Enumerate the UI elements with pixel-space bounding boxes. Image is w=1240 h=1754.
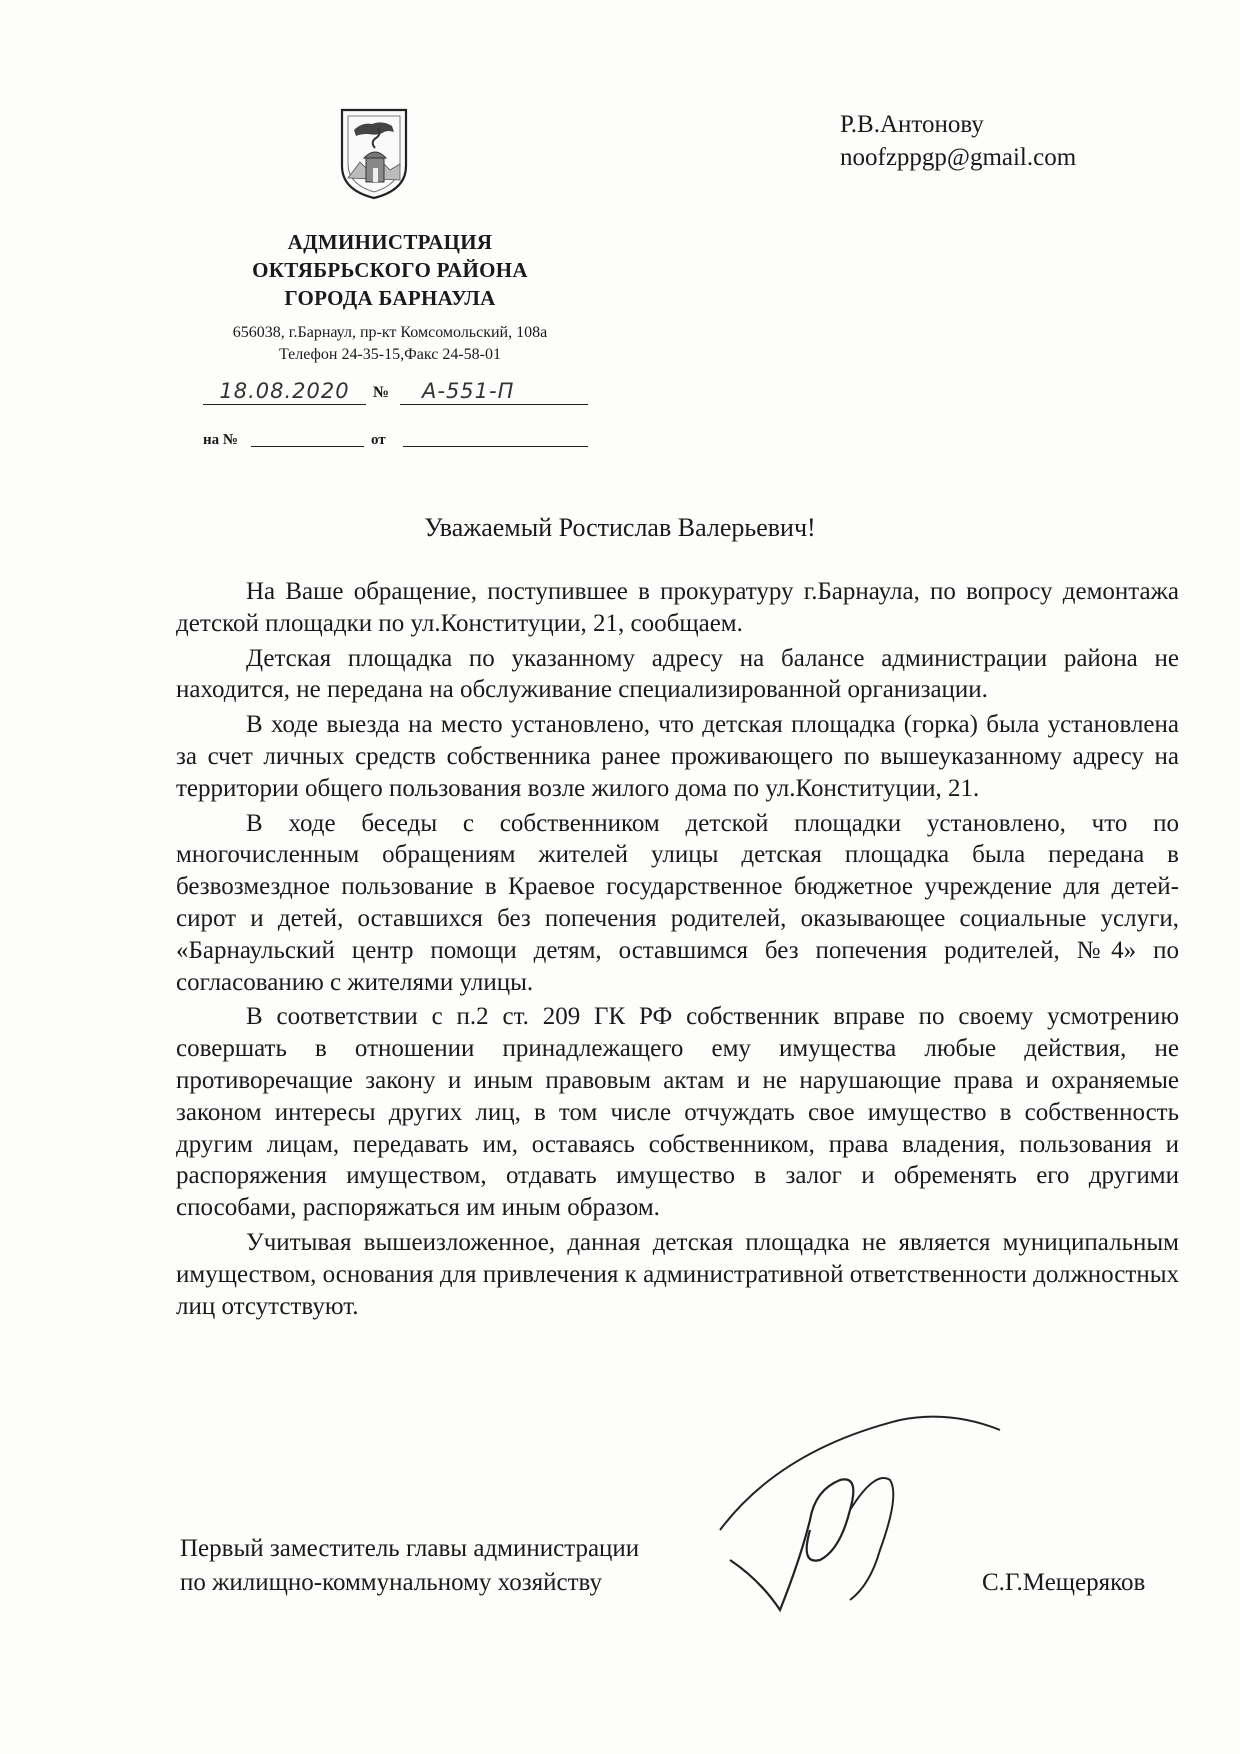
coat-of-arms-emblem — [338, 108, 410, 200]
body-paragraph: В соответствии с п.2 ст. 209 ГК РФ собственник вправе по своему усмотрению совершать в отношении принадлежащего ему имущества любые действия, не противоречащие закону и иным правовым актам и не нарушающие права и охраняемые законом интересы других лиц, в том числе отчуждать свое имущество в собственность другим лицам, передавать им, оставаясь собственником, права владения, пользования и распоряжения имуществом, отдавать имущество в залог и обременять его другими способами, распоряжаться им иным образом. — [176, 1003, 1179, 1222]
body-paragraph: На Ваше обращение, поступившее в прокуратуру г.Барнаула, по вопросу демонтажа детской площадки по ул.Конституции, 21, сообщаем. — [176, 578, 1179, 637]
organization-name — [190, 228, 590, 312]
org-name-line: АДМИНИСТРАЦИЯ — [287, 230, 493, 254]
signer-title-line: Первый заместитель главы администрации — [180, 1535, 640, 1562]
registration-number: А-551-П — [400, 378, 588, 405]
salutation: Уважаемый Ростислав Валерьевич! — [424, 513, 816, 542]
registration-date: 18.08.2020 — [203, 378, 366, 405]
org-name-line: ОКТЯБРЬСКОГО РАЙОНА — [252, 258, 528, 282]
registration-line — [203, 378, 588, 408]
registration-number-label: № — [373, 384, 390, 401]
reference-line — [203, 432, 588, 454]
body-paragraph: Учитывая вышеизложенное, данная детская площадка не является муниципальным имуществом, основания для привлечения к административной ответственности должностных лиц отсутствуют. — [176, 1228, 1179, 1320]
addressee-block — [840, 108, 1076, 174]
reference-number-label: на № — [203, 432, 238, 448]
signer-title-line: по жилищно-коммунальному хозяйству — [180, 1569, 602, 1596]
handwritten-signature — [700, 1410, 1030, 1620]
body-paragraph: В ходе беседы с собственником детской площадки установлено, что по многочисленным обращениям жителей улицы детская площадка была передана в безвозмездное пользование в Краевое государственное бюджетное учреждение для детей-сирот и детей, оставшихся без попечения родителей, оказывающее социальные услуги, «Барнаульский центр помощи детям, оставшимся без попечения родителей, №4» по согласованию с жителями улицы. — [176, 809, 1179, 996]
org-name-line: ГОРОДА БАРНАУЛА — [284, 286, 496, 310]
addressee-email: noofzppgp@gmail.com — [840, 144, 1077, 171]
letter-body — [176, 576, 1179, 1325]
body-paragraph: Детская площадка по указанному адресу на балансе администрации района не находится, не передана на обслуживание специализированной организации. — [176, 644, 1179, 704]
reference-date-label: от — [371, 432, 386, 448]
organization-contacts — [190, 322, 590, 366]
signer-title — [180, 1532, 639, 1600]
addressee-name: Р.В.Антонову — [840, 111, 984, 138]
org-address: 656038, г.Барнаул, пр-кт Комсомольский, 108а — [232, 324, 548, 341]
reference-date-blank — [403, 446, 588, 447]
org-phones: Телефон 24-35-15,Факс 24-58-01 — [278, 346, 501, 363]
reference-number-blank — [251, 446, 364, 447]
signer-name: С.Г.Мещеряков — [982, 1569, 1146, 1596]
body-paragraph: В ходе выезда на место установлено, что детская площадка (горка) была установлена за счет личных средств собственника ранее проживающего по вышеуказанному адресу на территории общего пользования возле жилого дома по ул.Конституции, 21. — [176, 711, 1179, 802]
